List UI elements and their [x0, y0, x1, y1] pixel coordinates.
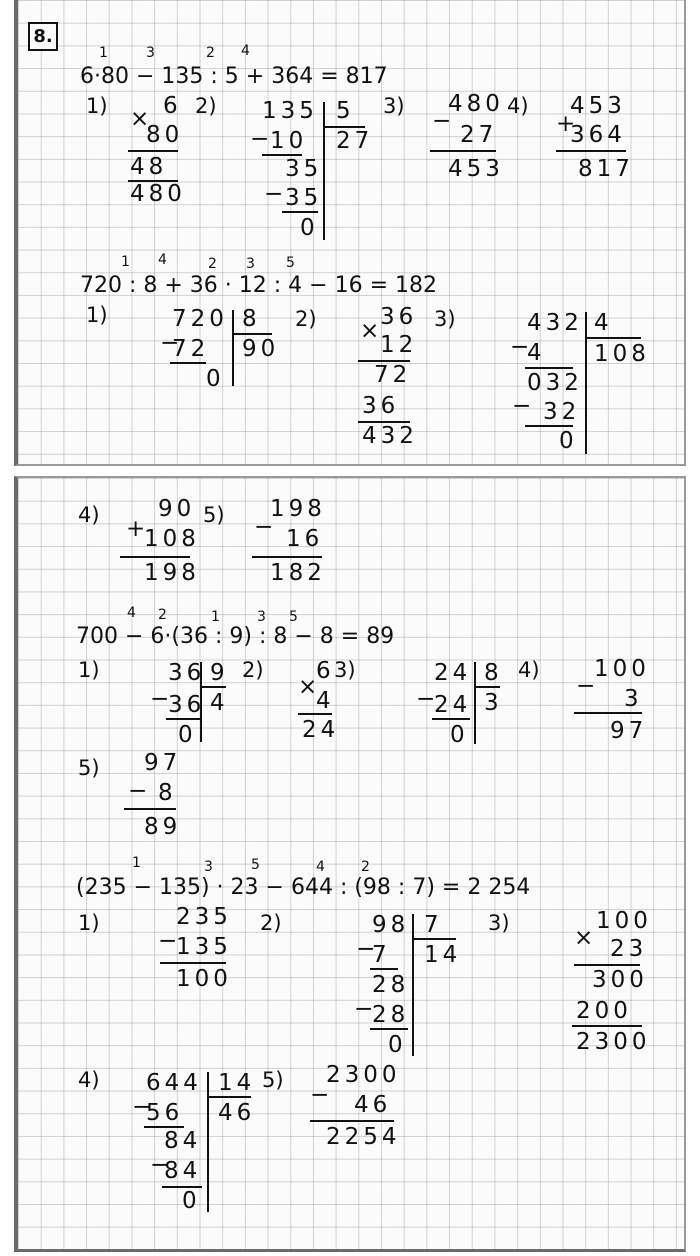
remainder: 35: [285, 156, 323, 182]
underline: [370, 968, 398, 970]
operand: 6: [163, 93, 182, 119]
underline: [200, 686, 226, 688]
dividend: 720: [172, 306, 228, 332]
operand: 80: [146, 122, 184, 148]
division-bar: [323, 102, 325, 240]
remainder: 28: [372, 972, 410, 998]
result: 0: [450, 722, 469, 748]
dividend: 36: [168, 660, 206, 686]
dividend: 98: [372, 912, 410, 938]
partial-product: 200: [576, 998, 632, 1024]
result: 0: [300, 215, 319, 241]
underline: [412, 938, 456, 940]
underline: [432, 718, 470, 720]
operator-sign: ×: [360, 318, 380, 344]
dividend: 432: [527, 310, 583, 336]
divisor: 5: [336, 98, 355, 124]
underline: [370, 1028, 408, 1030]
quotient: 108: [594, 341, 650, 367]
step-number: 2: [206, 45, 215, 61]
division-bar: [474, 662, 476, 744]
step-label: 1): [78, 911, 100, 935]
step-label: 1): [86, 303, 108, 327]
division-bar: [232, 310, 234, 386]
result: 0: [559, 428, 578, 454]
operator-sign: −: [254, 514, 274, 540]
underline: [525, 367, 573, 369]
operand: 198: [270, 496, 326, 522]
quotient: 90: [242, 336, 280, 362]
equation-4: (235 − 135) · 23 − 644 : (98 : 7) = 2 254: [76, 875, 531, 900]
operator-sign: ×: [574, 925, 594, 951]
underline: [124, 808, 176, 810]
result: 0: [388, 1032, 407, 1058]
operator-sign: +: [556, 111, 576, 137]
operand: 12: [380, 332, 418, 358]
operator-sign: +: [126, 516, 146, 542]
equation-3: 700 − 6·(36 : 9) : 8 − 8 = 89: [76, 624, 395, 649]
equation-1: 6·80 − 135 : 5 + 364 = 817: [80, 64, 388, 89]
division-bar: [585, 312, 587, 454]
step-label: 2): [260, 911, 282, 935]
operand: 46: [354, 1092, 392, 1118]
result: 0: [178, 722, 197, 748]
operand: 23: [610, 936, 648, 962]
operand: 100: [594, 656, 650, 682]
underline: [574, 964, 640, 966]
operator-sign: ×: [130, 106, 150, 132]
step-number: 2: [158, 607, 167, 623]
step-number: 4: [316, 859, 325, 875]
result: 24: [302, 717, 340, 743]
underline: [120, 556, 190, 558]
operator-sign: −: [512, 393, 532, 419]
result: 480: [130, 181, 186, 207]
operator-sign: −: [354, 996, 374, 1022]
operator-sign: −: [150, 686, 170, 712]
operator-sign: −: [264, 181, 284, 207]
divisor: 14: [218, 1070, 256, 1096]
step-number: 2: [361, 859, 370, 875]
underline: [572, 1025, 642, 1027]
operand: 90: [158, 496, 196, 522]
result: 0: [182, 1188, 201, 1214]
step-number: 1: [99, 45, 108, 61]
operand: 4: [316, 688, 335, 714]
step-number: 5: [286, 255, 295, 271]
quotient: 27: [336, 128, 374, 154]
underline: [525, 425, 573, 427]
underline: [574, 712, 642, 714]
operator-sign: −: [356, 936, 376, 962]
operator-sign: −: [432, 108, 452, 134]
underline: [585, 337, 641, 339]
operand: 364: [570, 122, 626, 148]
divisor: 8: [242, 306, 261, 332]
remainder: 84: [164, 1128, 202, 1154]
step-label: 5): [78, 756, 100, 780]
divisor: 8: [484, 660, 503, 686]
result: 198: [144, 560, 200, 586]
operand: 480: [448, 91, 504, 117]
operator-sign: ×: [298, 674, 318, 700]
operator-sign: −: [250, 126, 270, 152]
underline: [160, 962, 226, 964]
operand: 235: [176, 904, 232, 930]
underline: [166, 718, 200, 720]
step-label: 2): [242, 658, 264, 682]
operator-sign: −: [576, 673, 596, 699]
step-label: 4): [78, 1068, 100, 1092]
operator-sign: −: [160, 330, 180, 356]
step-number: 1: [211, 609, 220, 625]
operand: 36: [380, 304, 418, 330]
subtrahend: 56: [146, 1100, 184, 1126]
operand: 108: [144, 526, 200, 552]
task-number: 8.: [28, 22, 58, 51]
operand: 16: [286, 526, 324, 552]
operator-sign: −: [132, 1094, 152, 1120]
step-number: 5: [289, 609, 298, 625]
operand: 135: [176, 934, 232, 960]
underline: [170, 362, 206, 364]
result: 97: [610, 718, 648, 744]
step-label: 5): [203, 503, 225, 527]
result: 2300: [576, 1029, 651, 1055]
remainder: 032: [527, 370, 583, 396]
partial-product: 36: [362, 393, 400, 419]
result: 453: [448, 156, 504, 182]
subtrahend: 4: [527, 340, 546, 366]
result: 0: [206, 366, 225, 392]
underline: [128, 150, 178, 152]
step-label: 1): [78, 658, 100, 682]
step-number: 5: [251, 857, 260, 873]
underline: [474, 686, 500, 688]
dividend: 135: [262, 98, 318, 124]
result: 182: [270, 560, 326, 586]
operand: 3: [624, 686, 643, 712]
partial-product: 300: [592, 967, 648, 993]
quotient: 14: [424, 942, 462, 968]
operator-sign: −: [310, 1082, 330, 1108]
step-label: 2): [195, 94, 217, 118]
underline: [232, 333, 272, 335]
step-number: 1: [121, 254, 130, 270]
divisor: 9: [210, 660, 229, 686]
step-label: 5): [262, 1068, 284, 1092]
underline: [298, 713, 332, 715]
divisor: 7: [424, 912, 443, 938]
subtrahend: 24: [434, 692, 472, 718]
step-number: 3: [246, 256, 255, 272]
operator-sign: −: [510, 334, 530, 360]
result: 432: [362, 423, 418, 449]
result: 89: [144, 814, 182, 840]
underline: [430, 150, 496, 152]
dividend: 644: [146, 1070, 202, 1096]
step-number: 4: [158, 252, 167, 268]
step-number: 3: [204, 859, 213, 875]
operand: 97: [144, 750, 182, 776]
subtrahend: 36: [168, 692, 206, 718]
step-number: 4: [241, 43, 250, 59]
step-label: 3): [383, 94, 405, 118]
underline: [310, 1120, 394, 1122]
subtrahend: 32: [543, 399, 581, 425]
quotient: 46: [218, 1100, 256, 1126]
operator-sign: −: [150, 1152, 170, 1178]
underline: [556, 150, 626, 152]
step-number: 1: [132, 855, 141, 871]
step-label: 4): [78, 503, 100, 527]
division-bar: [412, 914, 414, 1056]
subtrahend: 7: [372, 942, 391, 968]
subtrahend: 10: [270, 128, 308, 154]
result: 100: [176, 966, 232, 992]
step-label: 3): [488, 911, 510, 935]
step-label: 1): [86, 94, 108, 118]
operator-sign: −: [158, 928, 178, 954]
operand: 6: [316, 658, 335, 684]
step-label: 3): [434, 307, 456, 331]
subtrahend: 84: [164, 1158, 202, 1184]
operand: 2300: [326, 1062, 401, 1088]
underline: [207, 1096, 251, 1098]
operator-sign: −: [416, 686, 436, 712]
quotient: 4: [210, 690, 229, 716]
operator-sign: −: [128, 778, 148, 804]
underline: [282, 211, 318, 213]
operand: 100: [596, 908, 652, 934]
step-label: 2): [295, 307, 317, 331]
step-number: 3: [257, 609, 266, 625]
subtrahend: 28: [372, 1002, 410, 1028]
step-label: 4): [518, 658, 540, 682]
operand: 27: [460, 122, 498, 148]
partial-product: 72: [374, 362, 412, 388]
quotient: 3: [484, 690, 503, 716]
step-number: 4: [127, 605, 136, 621]
dividend: 24: [434, 660, 472, 686]
step-number: 3: [146, 45, 155, 61]
divisor: 4: [594, 310, 613, 336]
subtrahend: 72: [172, 336, 210, 362]
step-number: 2: [208, 256, 217, 272]
result: 817: [578, 156, 634, 182]
division-bar: [207, 1072, 209, 1212]
partial-product: 48: [130, 154, 168, 180]
result: 2254: [326, 1124, 401, 1150]
equation-2: 720 : 8 + 36 · 12 : 4 − 16 = 182: [80, 273, 437, 298]
step-label: 3): [334, 658, 356, 682]
step-label: 4): [507, 94, 529, 118]
underline: [252, 556, 322, 558]
operand: 8: [158, 780, 177, 806]
operand: 453: [570, 93, 626, 119]
subtrahend: 35: [285, 185, 323, 211]
